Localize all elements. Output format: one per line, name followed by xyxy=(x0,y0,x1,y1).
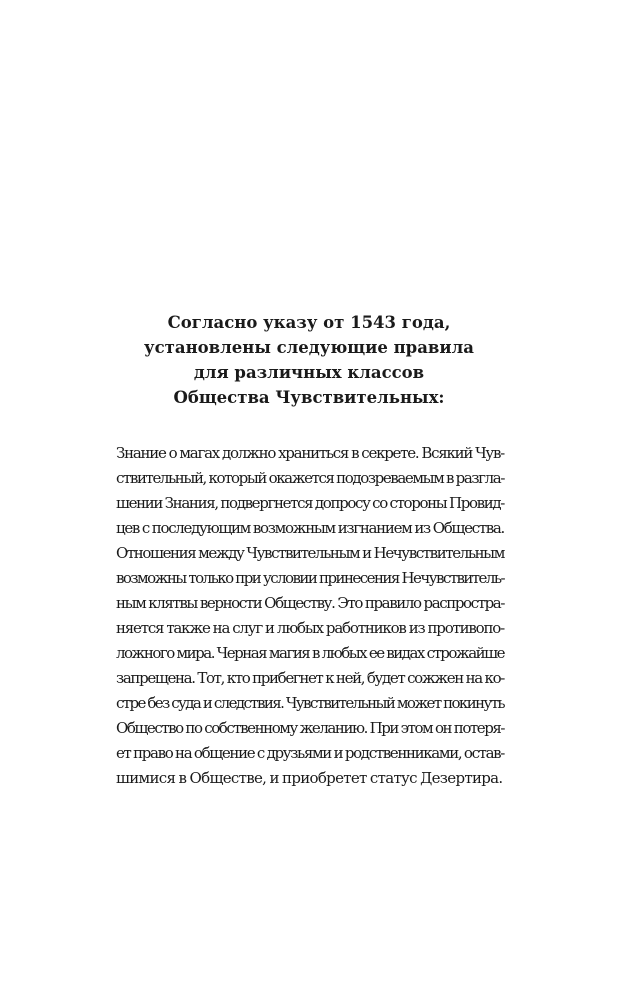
heading-line: для различных классов xyxy=(193,363,425,382)
paragraph-line: ным клятвы верности Обществу. Это правило распростра- xyxy=(116,594,504,612)
heading-line: установлены следующие правила xyxy=(144,338,474,357)
decree-heading xyxy=(0,310,618,410)
heading-line: Согласно указу от 1543 года, xyxy=(167,313,451,332)
paragraph-line: стре без суда и следствия. Чувствительный может покинуть xyxy=(116,694,504,712)
paragraph-line: цев с последующим возможным изгнанием из Общества. xyxy=(116,519,504,537)
paragraph-line: шении Знания, подвергнется допросу со стороны Провид- xyxy=(116,494,504,512)
paragraph-line: ствительный, который окажется подозреваемым в разгла- xyxy=(116,469,504,487)
paragraph-line: няется также на слуг и любых работников из противопо- xyxy=(116,619,504,637)
paragraph-line: Знание о магах должно храниться в секрете. Всякий Чув- xyxy=(116,444,504,462)
decree-paragraph xyxy=(116,441,504,791)
paragraph-line: запрещена. Тот, кто прибегнет к ней, будет сожжен на ко- xyxy=(116,669,504,687)
paragraph-line: ет право на общение с друзьями и родственниками, остав- xyxy=(116,744,504,762)
paragraph-line: возможны только при условии принесения Нечувствитель- xyxy=(116,569,504,587)
paragraph-line: Общество по собственному желанию. При этом он потеря- xyxy=(116,719,504,737)
paragraph-line: Отношения между Чувствительным и Нечувствительным xyxy=(116,544,504,562)
paragraph-line: ложного мира. Черная магия в любых ее видах строжайше xyxy=(116,644,504,662)
heading-line: Общества Чувствительных: xyxy=(173,388,445,407)
paragraph-line: шимися в Обществе, и приобретет статус Дезертира. xyxy=(116,769,503,787)
